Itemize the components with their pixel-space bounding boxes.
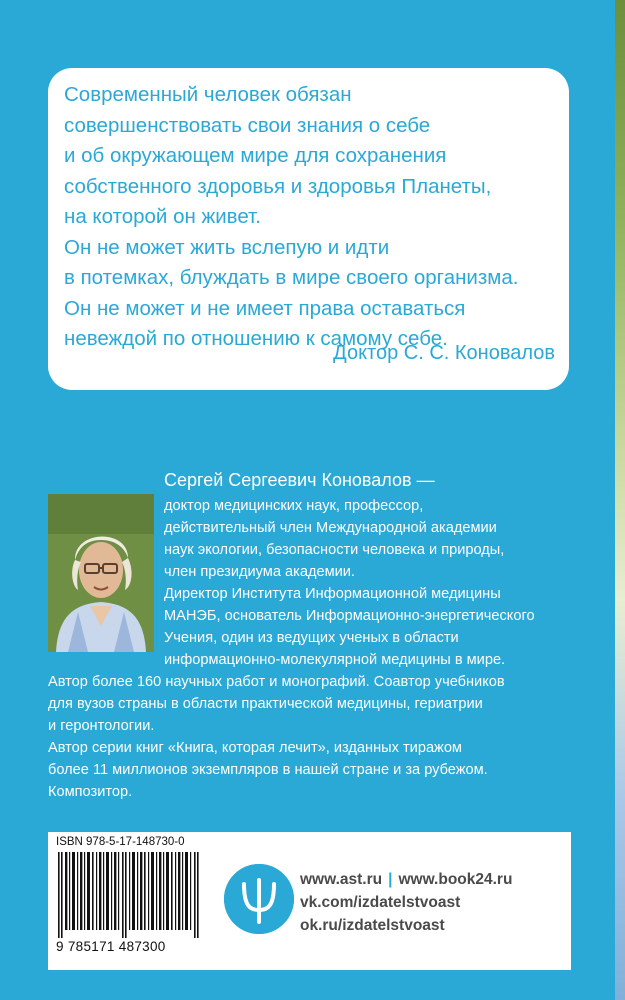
isbn-label: ISBN 978-5-17-148730-0 xyxy=(56,836,185,848)
quote-text xyxy=(64,80,564,355)
quote-line: собственного здоровья и здоровья Планеты, xyxy=(64,174,492,198)
bio-heading: Сергей Сергеевич Коновалов — xyxy=(164,470,435,490)
quote-line: невеждой по отношению к самому себе. xyxy=(64,327,448,350)
bio-line: действительный член Международной академии xyxy=(164,520,497,536)
quote-line: в потемках, блуждать в мире своего организма. xyxy=(64,266,519,289)
author-photo xyxy=(48,494,154,652)
front-cover-edge xyxy=(615,0,625,1000)
link-separator: | xyxy=(388,871,393,888)
quote-line: Он не может и не имеет права оставаться xyxy=(64,296,466,320)
bio-line: Композитор. xyxy=(48,784,133,800)
bio-line: более 11 миллионов экземпляров в нашей стране и за рубежом. xyxy=(48,762,488,778)
bio-line: Автор серии книг «Книга, которая лечит», изданных тиражом xyxy=(48,740,462,756)
quote-line: совершенствовать свои знания о себе xyxy=(64,113,431,137)
link-ok[interactable]: ok.ru/izdatelstvoast xyxy=(300,917,445,934)
bio-line: для вузов страны в области практической медицины, гериатрии xyxy=(48,696,483,712)
bio-line: член президиума академии. xyxy=(164,564,355,580)
quote-author: Доктор С. С. Коновалов xyxy=(333,342,555,364)
barcode-digits: 9 785171 487300 xyxy=(56,939,166,954)
quote-line: и об окружающем мире для сохранения xyxy=(64,144,447,167)
bio-line: Автор более 160 научных работ и монографий. Соавтор учебников xyxy=(48,674,505,690)
publisher-links xyxy=(300,868,562,937)
link-ast[interactable]: www.ast.ru xyxy=(300,871,383,888)
barcode-image xyxy=(56,852,202,938)
link-book24[interactable]: www.book24.ru xyxy=(398,871,513,888)
quote-line: Современный человек обязан xyxy=(64,83,352,106)
quote-line: Он не может жить вслепую и идти xyxy=(64,235,390,259)
bio-line: и геронтологии. xyxy=(48,718,155,734)
bio-line: Учения, один из ведущих ученых в области xyxy=(164,630,459,646)
author-portrait-image xyxy=(48,494,154,652)
publisher-logo xyxy=(224,864,294,934)
bio-line: доктор медицинских наук, профессор, xyxy=(164,498,424,514)
psi-logo-icon xyxy=(224,864,294,934)
bio-line: наук экологии, безопасности человека и природы, xyxy=(164,542,505,558)
quote-line: на которой он живет. xyxy=(64,205,261,228)
links-row-1 xyxy=(300,868,562,891)
bio-line: Директор Института Информационной медицины xyxy=(164,586,501,602)
bio-line: информационно-молекулярной медицины в мире. xyxy=(164,652,506,668)
bio-line: МАНЭБ, основатель Информационно-энергетического xyxy=(164,608,535,624)
link-vk[interactable]: vk.com/izdatelstvoast xyxy=(300,894,461,911)
